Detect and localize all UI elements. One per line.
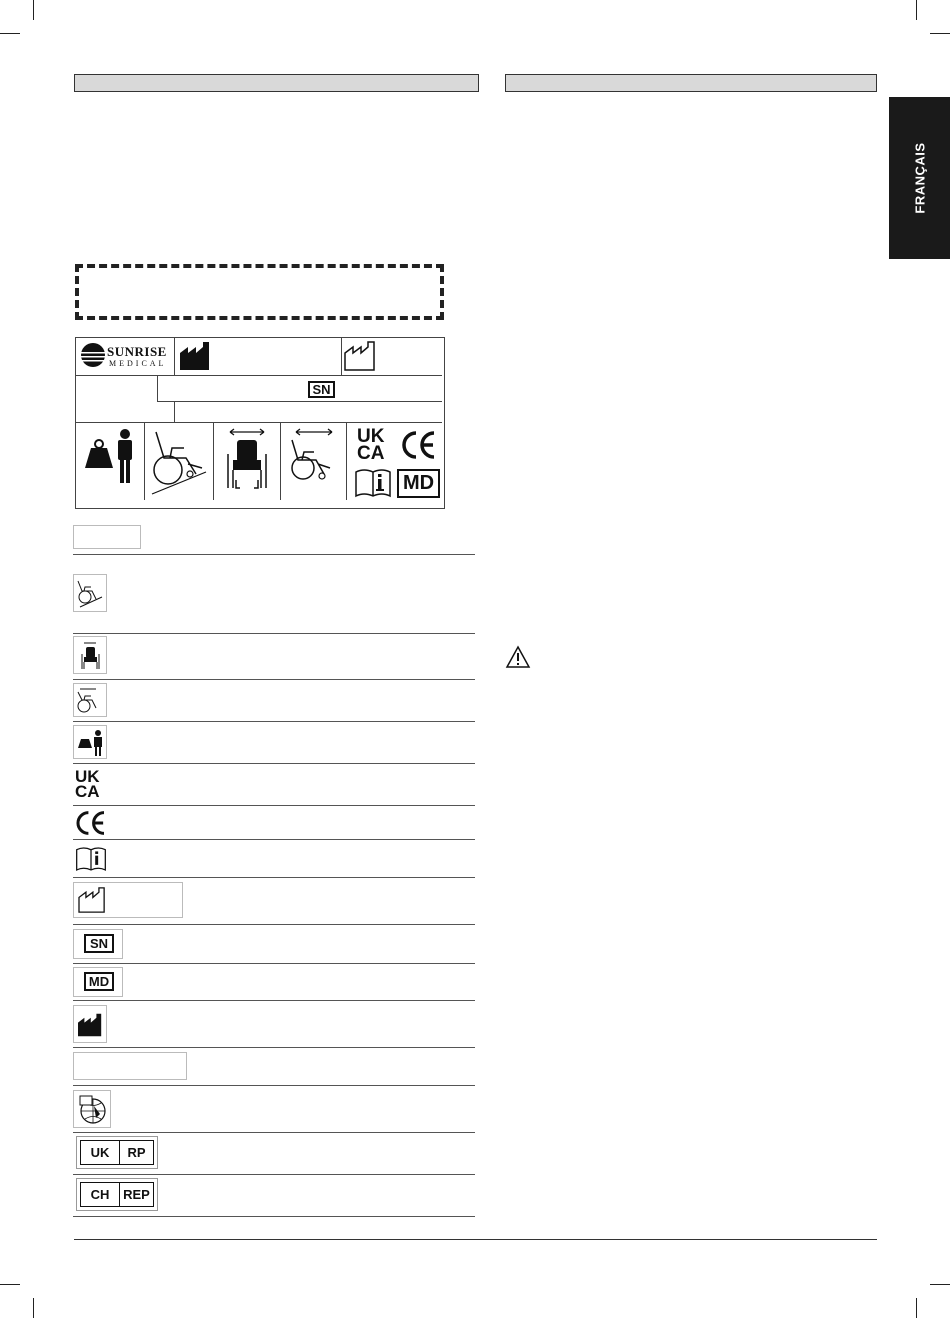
- legend-row-incline: [73, 554, 475, 634]
- brand-name: SUNRISE: [107, 344, 167, 359]
- importer-globe-icon: [76, 1092, 110, 1126]
- left-section-header-bar: [74, 74, 479, 92]
- manufacture-date-icon: [344, 341, 376, 371]
- md-symbol: MD: [84, 972, 114, 991]
- overall-width-icon: [74, 684, 106, 716]
- seat-width-icon: [74, 637, 106, 673]
- legend-row-ce: [73, 806, 475, 840]
- crop-mark: [930, 33, 950, 34]
- legend-row-seat-width: [73, 633, 475, 680]
- legend-row-ukca: [73, 764, 475, 806]
- ce-mark-icon: [401, 430, 437, 460]
- crop-mark: [0, 33, 20, 34]
- legend-row-max-weight: [73, 722, 475, 764]
- legend-row-instructions: [73, 840, 475, 878]
- sunrise-logo-icon: [80, 342, 106, 368]
- language-tab-label: FRANÇAIS: [912, 142, 927, 214]
- ukca-mark: UK CA: [357, 426, 385, 464]
- md-symbol: MD: [397, 469, 440, 498]
- sunrise-medical-logo: [80, 342, 174, 370]
- legend-heading-box: [73, 525, 141, 549]
- legend-row-date-of-manufacture: [73, 878, 475, 925]
- uk-responsible-person-symbol: UK RP: [76, 1136, 158, 1169]
- language-tab[interactable]: [889, 97, 950, 259]
- legend-row-manufacturer: [73, 1001, 475, 1048]
- manufacture-date-icon: [78, 887, 106, 913]
- legend-row-blank: [73, 1048, 475, 1086]
- dashed-placeholder-box: [75, 264, 444, 320]
- crop-mark: [916, 0, 917, 20]
- footer-rule: [74, 1239, 877, 1240]
- brand-sub: MEDICAL: [109, 359, 167, 368]
- seat-width-icon: [224, 426, 270, 494]
- max-incline-icon: [148, 428, 210, 498]
- legend-row-uk-rp: [73, 1133, 475, 1175]
- swiss-representative-symbol: CH REP: [76, 1178, 158, 1211]
- crop-mark: [0, 1284, 20, 1285]
- serial-number-symbol: SN: [308, 381, 335, 398]
- legend-row-importer: [73, 1086, 475, 1133]
- ce-mark-icon: [75, 810, 107, 836]
- max-incline-icon: [74, 575, 106, 611]
- manufacturer-factory-icon: [179, 341, 211, 371]
- crop-mark: [33, 1298, 34, 1318]
- crop-mark: [916, 1298, 917, 1318]
- consult-instructions-icon: [354, 468, 392, 498]
- warning-triangle-icon: [505, 645, 531, 669]
- max-user-weight-icon: [74, 726, 106, 758]
- overall-width-icon: [286, 426, 342, 486]
- max-user-weight-icon: [81, 428, 141, 486]
- manufacturer-factory-icon: [77, 1013, 103, 1037]
- consult-instructions-icon: [75, 846, 107, 872]
- ukca-mark: UK CA: [73, 767, 107, 801]
- right-section-header-bar: [505, 74, 877, 92]
- product-label: [75, 337, 445, 509]
- serial-number-symbol: SN: [84, 934, 114, 953]
- legend-row-overall-width: [73, 680, 475, 722]
- legend-row-medical-device: [73, 964, 475, 1001]
- crop-mark: [33, 0, 34, 20]
- legend-row-serial-number: [73, 925, 475, 964]
- legend-row-ch-rep: [73, 1175, 475, 1217]
- crop-mark: [930, 1284, 950, 1285]
